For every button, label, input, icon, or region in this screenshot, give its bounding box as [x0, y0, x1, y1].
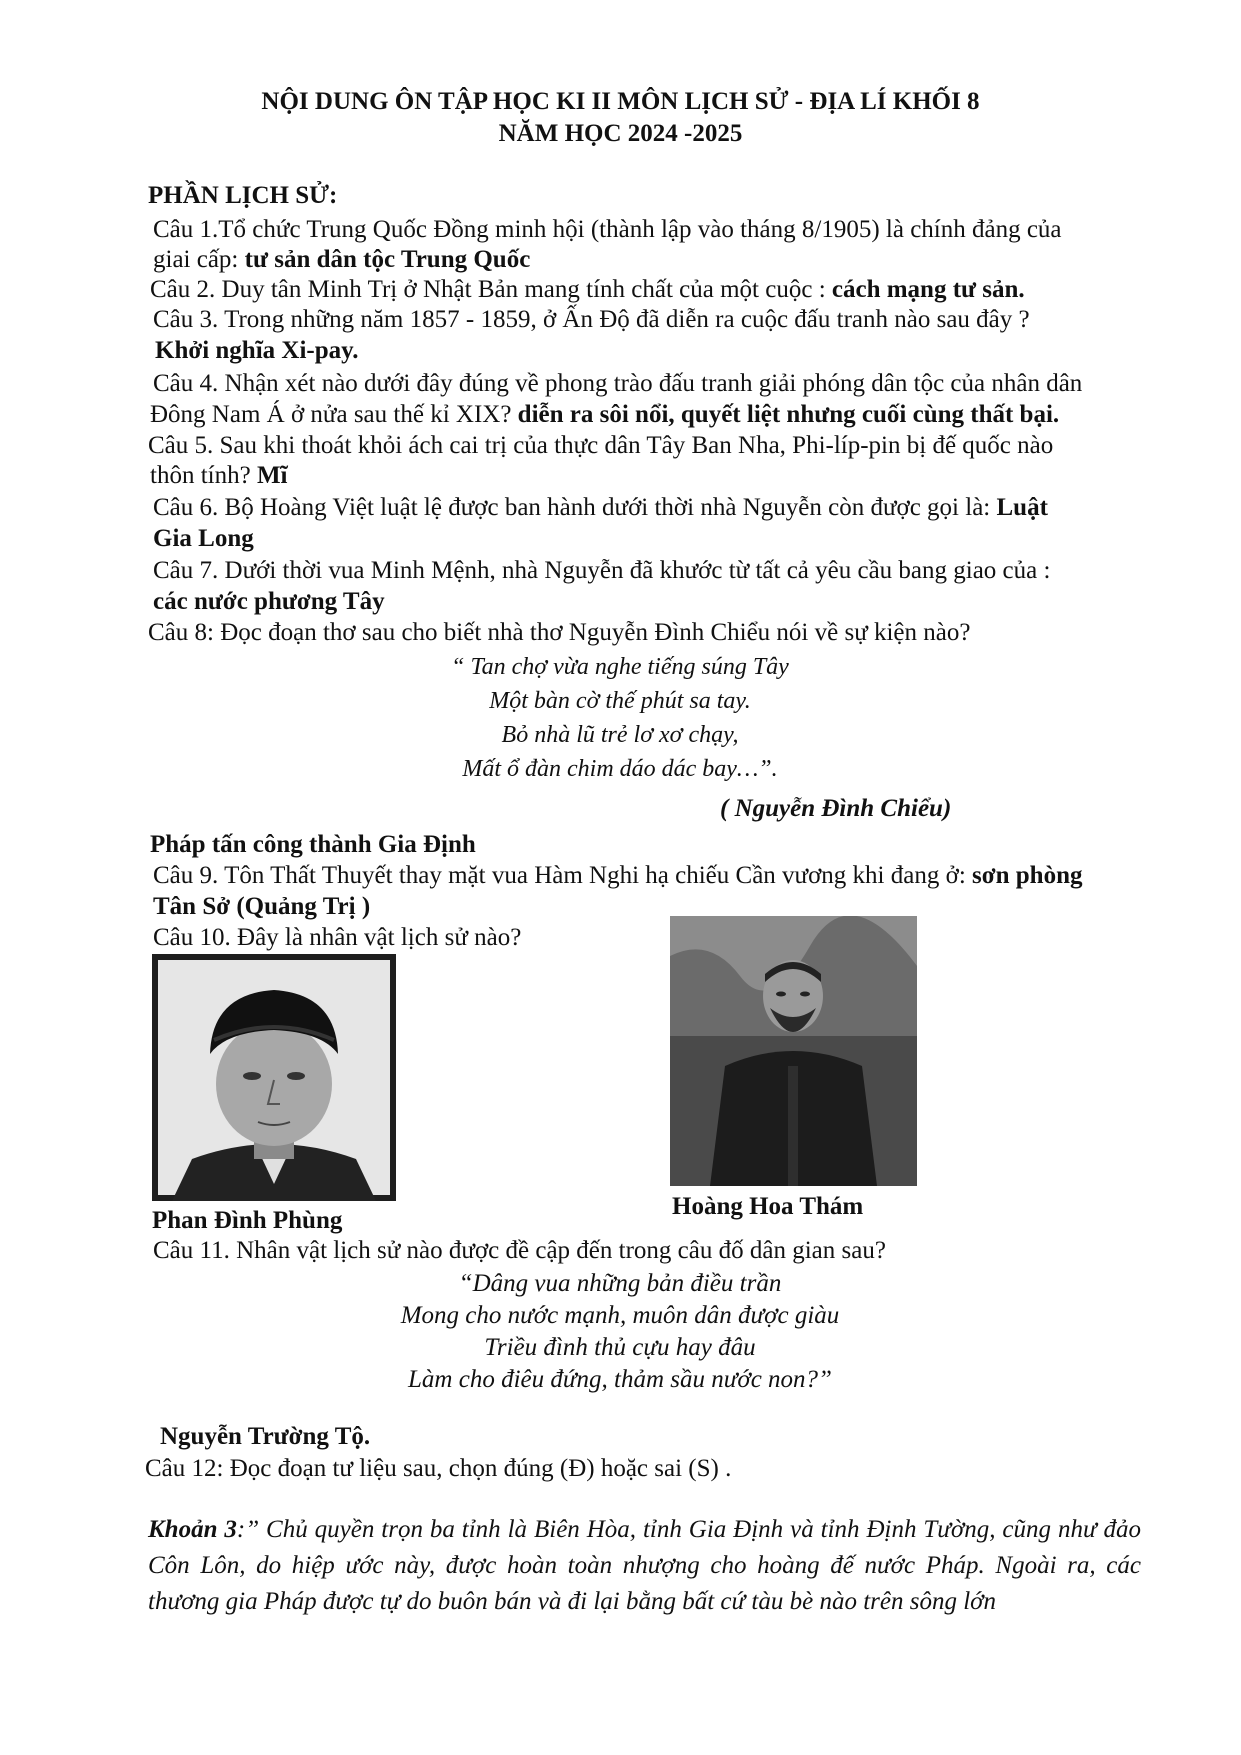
- poem-line: “ Tan chợ vừa nghe tiếng súng Tây: [451, 654, 789, 680]
- poem-line: Bỏ nhà lũ trẻ lơ xơ chạy,: [501, 722, 739, 748]
- answer-4: diễn ra sôi nổi, quyết liệt nhưng cuối cùng thất bại.: [517, 401, 1060, 428]
- caption-phan-dinh-phung: Phan Đình Phùng: [152, 1207, 343, 1234]
- riddle-line: Triều đình thủ cựu hay đâu: [484, 1334, 756, 1361]
- answer-9: sơn phòng: [972, 862, 1083, 889]
- portrait-image-right: [670, 916, 917, 1186]
- answer-8: Pháp tấn công thành Gia Định: [150, 831, 476, 858]
- answer-9-cont: Tân Sở (Quảng Trị ): [153, 893, 371, 920]
- question-11: Câu 11. Nhân vật lịch sử nào được đề cập đến trong câu đố dân gian sau?: [153, 1237, 886, 1264]
- question-5-cont: thôn tính? Mĩ: [150, 462, 288, 489]
- clause-label: Khoản 3: [148, 1516, 237, 1543]
- poem-line: Mất ổ đàn chim dáo dác bay…”.: [462, 756, 778, 782]
- question-9: Câu 9. Tôn Thất Thuyết thay mặt vua Hàm Nghi hạ chiếu Cần vương khi đang ở: sơn phòng: [153, 862, 1083, 889]
- section-heading: PHẦN LỊCH SỬ:: [148, 182, 338, 209]
- question-8: Câu 8: Đọc đoạn thơ sau cho biết nhà thơ Nguyễn Đình Chiểu nói về sự kiện nào?: [148, 619, 971, 646]
- answer-6: Luật: [996, 494, 1048, 521]
- answer-7: các nước phương Tây: [153, 588, 385, 615]
- document-subtitle: NĂM HỌC 2024 -2025: [498, 120, 743, 147]
- question-10: Câu 10. Đây là nhân vật lịch sử nào?: [153, 924, 522, 951]
- riddle-line: Làm cho điêu đứng, thảm sầu nước non?”: [408, 1366, 832, 1393]
- question-1: Câu 1.Tổ chức Trung Quốc Đồng minh hội (thành lập vào tháng 8/1905) là chính đảng của: [153, 216, 1062, 243]
- clause-text: :” Chủ quyền trọn ba tỉnh là Biên Hòa, tỉnh Gia Định và tỉnh Định Tường, cũng như đảo Côn Lôn, do hiệp ước này, được hoàn toàn nhượng cho hoàng đế nước Pháp. Ngoài ra, các thương gia Pháp được tự do buôn bán và đi lại bằng bất cứ tàu bè nào trên sông lớn: [148, 1516, 1141, 1615]
- question-6: Câu 6. Bộ Hoàng Việt luật lệ được ban hành dưới thời nhà Nguyễn còn được gọi là: Luật: [153, 494, 1048, 521]
- question-2: Câu 2. Duy tân Minh Trị ở Nhật Bản mang tính chất của một cuộc : cách mạng tư sản.: [150, 276, 1025, 303]
- poem-line: Một bàn cờ thế phút sa tay.: [489, 688, 751, 714]
- answer-5: Mĩ: [256, 462, 288, 489]
- portrait-phan-dinh-phung: [152, 954, 396, 1201]
- question-3: Câu 3. Trong những năm 1857 - 1859, ở Ấn Độ đã diễn ra cuộc đấu tranh nào sau đây ?: [153, 306, 1030, 333]
- document-title: NỘI DUNG ÔN TẬP HỌC KI II MÔN LỊCH SỬ - ĐỊA LÍ KHỐI 8: [261, 88, 980, 115]
- answer-6-cont: Gia Long: [153, 525, 254, 552]
- question-7: Câu 7. Dưới thời vua Minh Mệnh, nhà Nguyễn đã khước từ tất cả yêu cầu bang giao của :: [153, 557, 1051, 584]
- portrait-image-left: [152, 954, 396, 1201]
- portrait-hoang-hoa-tham: [670, 916, 917, 1186]
- question-4: Câu 4. Nhận xét nào dưới đây đúng về phong trào đấu tranh giải phóng dân tộc của nhân dân: [153, 370, 1083, 397]
- answer-2: cách mạng tư sản.: [831, 276, 1025, 303]
- riddle-line: Mong cho nước mạnh, muôn dân được giàu: [400, 1302, 840, 1329]
- riddle-line: “Dâng vua những bản điều trần: [458, 1270, 782, 1297]
- answer-11: Nguyễn Trường Tộ.: [160, 1423, 371, 1450]
- question-12: Câu 12: Đọc đoạn tư liệu sau, chọn đúng (Đ) hoặc sai (S) .: [145, 1455, 732, 1482]
- caption-hoang-hoa-tham: Hoàng Hoa Thám: [672, 1193, 864, 1220]
- answer-3: Khởi nghĩa Xi-pay.: [155, 337, 359, 364]
- poem-author: ( Nguyễn Đình Chiểu): [720, 795, 952, 822]
- answer-1: tư sản dân tộc Trung Quốc: [244, 246, 531, 273]
- treaty-excerpt: [148, 1512, 1141, 1620]
- question-1-cont: giai cấp: tư sản dân tộc Trung Quốc: [153, 246, 531, 273]
- question-5: Câu 5. Sau khi thoát khỏi ách cai trị của thực dân Tây Ban Nha, Phi-líp-pin bị đế quốc nào: [148, 432, 1054, 459]
- question-4-cont: Đông Nam Á ở nửa sau thế kỉ XIX? diễn ra sôi nổi, quyết liệt nhưng cuối cùng thất bại.: [150, 401, 1060, 428]
